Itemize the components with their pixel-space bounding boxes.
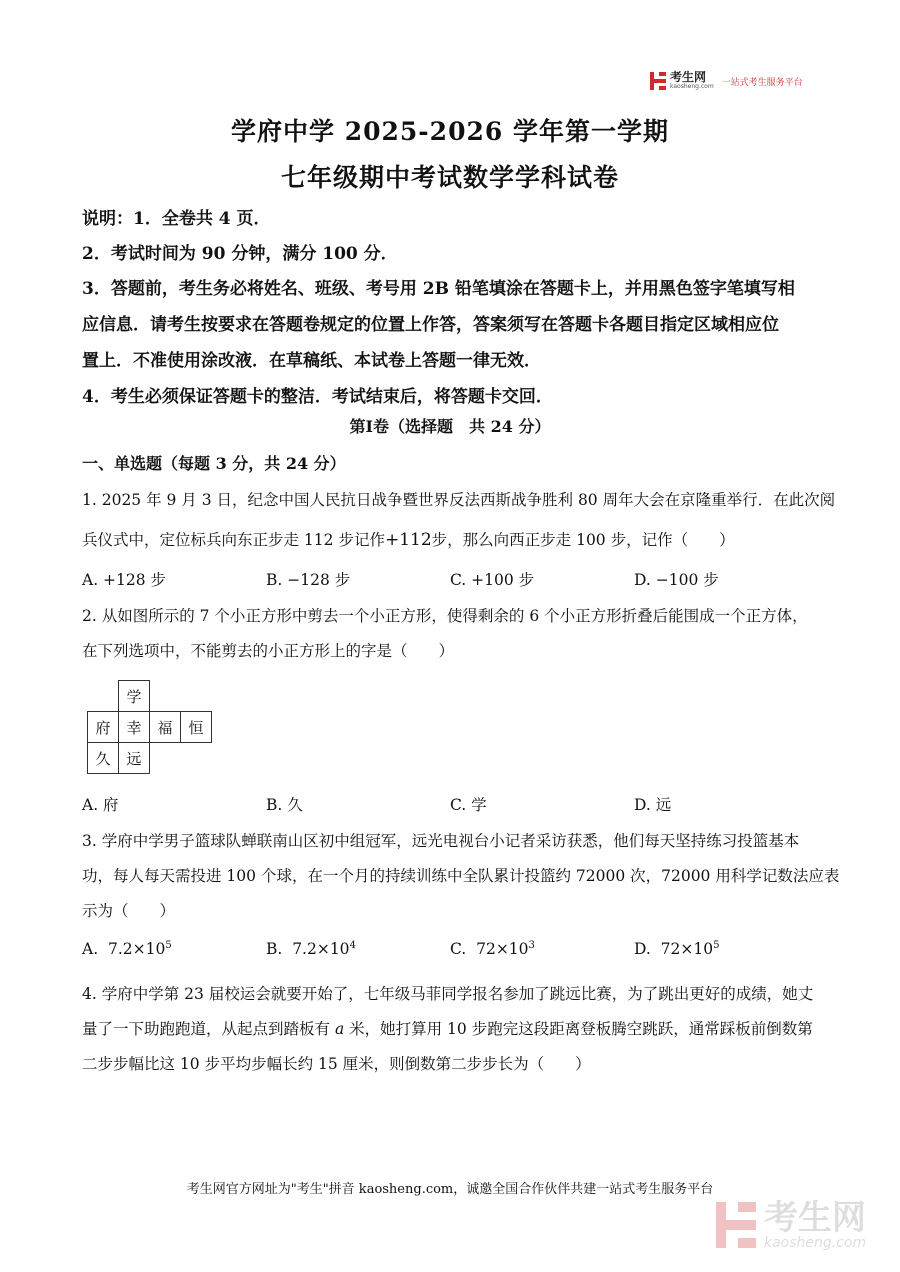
variable-a: a (334, 1020, 345, 1038)
note-line: 应信息．请考生按要求在答题卷规定的位置上作答，答案须写在答题卡各题目指定区域相应位 (82, 315, 779, 335)
note-line: 4．考生必须保证答题卡的整洁．考试结束后，将答题卡交回． (82, 387, 553, 407)
question-4-line3: 二步步幅比这 10 步平均步幅长约 15 厘米，则倒数第二步步长为（ ） (82, 1055, 591, 1073)
kaosheng-logo-icon (650, 72, 666, 90)
logo-text-en: kaosheng.com (670, 83, 714, 90)
question-1-line2: 兵仪式中，定位标兵向东正步走 112 步记作+112步，那么向西正步走 100 步，记作（ ） (82, 530, 735, 550)
question-3-option-d[interactable]: D. $72\times 10^5$ (634, 940, 720, 958)
grid-cell: 幸 (119, 712, 150, 743)
grid-cell: 福 (150, 712, 181, 743)
question-1-line1: 1. 2025 年 9 月 3 日，纪念中国人民抗日战争暨世界反法西斯战争胜利 80 周年大会在京隆重举行．在此次阅 (82, 491, 836, 509)
question-1-option-d[interactable]: D. −100 步 (634, 571, 719, 589)
grid-cell: 久 (88, 743, 119, 774)
question-2-line2: 在下列选项中，不能剪去的小正方形上的字是（ ） (82, 642, 455, 660)
question-2-option-c[interactable]: C. 学 (450, 796, 487, 814)
note-line: 2．考试时间为 90 分钟，满分 100 分． (82, 244, 398, 264)
question-2-line1: 2. 从如图所示的 7 个小正方形中剪去一个小正方形，使得剩余的 6 个小正方形折叠后能围成一个正方体， (82, 607, 808, 625)
question-1-option-a[interactable]: A. +128 步 (82, 571, 167, 589)
cube-net-figure (87, 680, 212, 774)
question-1-option-c[interactable]: C. +100 步 (450, 571, 535, 589)
note-line: 置上．不准使用涂改液．在草稿纸、本试卷上答题一律无效． (82, 351, 541, 371)
question-3-line2: 功，每人每天需投进 100 个球，在一个月的持续训练中全队累计投篮约 72000 次，72000 用科学记数法应表 (82, 867, 840, 885)
grid-cell: 远 (119, 743, 150, 774)
watermark-logo-icon (716, 1202, 756, 1248)
watermark-text-en: kaosheng.com (764, 1235, 867, 1251)
question-3-line1: 3. 学府中学男子篮球队蝉联南山区初中组冠军，远光电视台小记者采访获悉，他们每天坚持练习投篮基本 (82, 832, 800, 850)
grid-cell: 府 (88, 712, 119, 743)
watermark (716, 1200, 866, 1250)
question-2-option-a[interactable]: A. 府 (82, 796, 119, 814)
question-2-option-d[interactable]: D. 远 (634, 796, 672, 814)
question-2-option-b[interactable]: B. 久 (266, 796, 303, 814)
grid-cell: 恒 (181, 712, 212, 743)
logo-text-cn: 考生网 (670, 70, 707, 84)
question-3-line3: 示为（ ） (82, 902, 176, 920)
watermark-text-cn: 考生网 (764, 1198, 866, 1238)
exam-title-line2: 七年级期中考试数学学科试卷 (280, 163, 619, 192)
grid-cell: 学 (119, 681, 150, 712)
question-3-option-b[interactable]: B. $7.2\times 10^4$ (266, 940, 356, 958)
exam-title-line1: 学府中学 2025-2026 学年第一学期 (231, 117, 669, 146)
math-expression: +112 (384, 530, 432, 550)
question-3-option-a[interactable]: A. $7.2\times 10^5$ (82, 940, 172, 958)
question-4-line2: 量了一下助跑跑道，从起点到踏板有 a 米，她打算用 10 步跑完这段距离登板腾空跳跃，通常踩板前倒数第 (82, 1020, 813, 1038)
question-3-option-c[interactable]: C. $72\times 10^3$ (450, 940, 535, 958)
header-logo (650, 72, 803, 90)
logo-slogan: 一站式考生服务平台 (721, 77, 803, 88)
part-heading: 一、单选题（每题 3 分，共 24 分） (82, 454, 346, 473)
note-line: 说明：1．全卷共 4 页． (82, 209, 271, 229)
page-footer: 考生网官方网址为"考生"拼音 kaosheng.com，诚邀全国合作伙伴共建一站式考生服务平台 (186, 1182, 714, 1197)
question-1-option-b[interactable]: B. −128 步 (266, 571, 351, 589)
question-4-line1: 4. 学府中学第 23 届校运会就要开始了，七年级马菲同学报名参加了跳远比赛，为了跳出更好的成绩，她丈 (82, 985, 814, 1003)
note-line: 3．答题前，考生务必将姓名、班级、考号用 2B 铅笔填涂在答题卡上，并用黑色签字笔填写相 (82, 279, 795, 299)
section-heading: 第Ⅰ卷（选择题 共 24 分） (349, 417, 551, 436)
